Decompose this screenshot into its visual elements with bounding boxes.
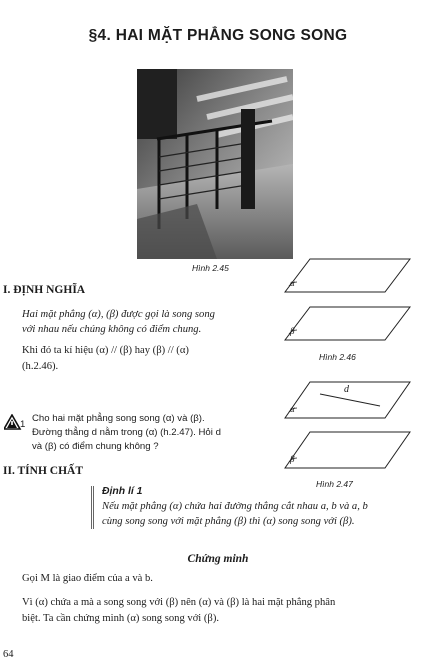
definition-line-1: Hai mặt phẳng (α), (β) được gọi là song song (22, 309, 215, 320)
notation-line-1: Khi đó ta kí hiệu (α) // (β) hay (β) // (α) (22, 345, 189, 356)
theorem-line-2: cùng song song với mặt phẳng (β) thì (α) song song với (β). (102, 516, 355, 527)
activity-line-2: Đường thẳng d nằm trong (α) (h.2.47). Hỏi d (32, 427, 221, 438)
proof-line-2: Vì (α) chứa a mà a song song với (β) nên (α) và (β) là hai mặt phẳng phân (22, 597, 336, 608)
page-title: §4. HAI MẶT PHẲNG SONG SONG (88, 27, 348, 44)
theorem-title: Định lí 1 (102, 486, 143, 497)
staircase-photo (137, 69, 293, 259)
section-heading-definition: I. ĐỊNH NGHĨA (3, 284, 86, 296)
theorem-box (91, 486, 436, 529)
plane-label-beta: β (290, 326, 295, 336)
photo-caption: Hình 2.45 (192, 263, 229, 273)
activity-line-1: Cho hai mặt phẳng song song (α) và (β). (32, 413, 205, 424)
plane-label-alpha: α (290, 278, 295, 288)
proof-title: Chứng minh (187, 553, 249, 565)
activity-number: 1 (20, 419, 26, 430)
definition-line-2: với nhau nếu chúng không có điểm chung. (22, 324, 202, 335)
fig246-caption: Hình 2.46 (319, 352, 356, 362)
activity-line-3: và (β) có điểm chung không ? (32, 441, 159, 452)
proof-line-3: biệt. Ta cần chứng minh (α) song song với (β). (22, 613, 219, 624)
theorem-line-1: Nếu mặt phẳng (α) chứa hai đường thẳng cắt nhau a, b và a, b (102, 501, 368, 512)
line-label-d: d (344, 384, 349, 395)
section-heading-properties: II. TÍNH CHẤT (3, 465, 83, 477)
plane-label-beta-2: β (290, 454, 295, 464)
page-number: 64 (3, 649, 14, 660)
proof-line-1: Gọi M là giao điểm của a và b. (22, 573, 153, 584)
plane-line-figure (280, 370, 420, 475)
notation-line-2: (h.2.46). (22, 361, 59, 372)
parallel-planes-figure (280, 255, 420, 350)
fig247-caption: Hình 2.47 (316, 479, 353, 489)
plane-label-alpha-2: α (290, 404, 295, 414)
